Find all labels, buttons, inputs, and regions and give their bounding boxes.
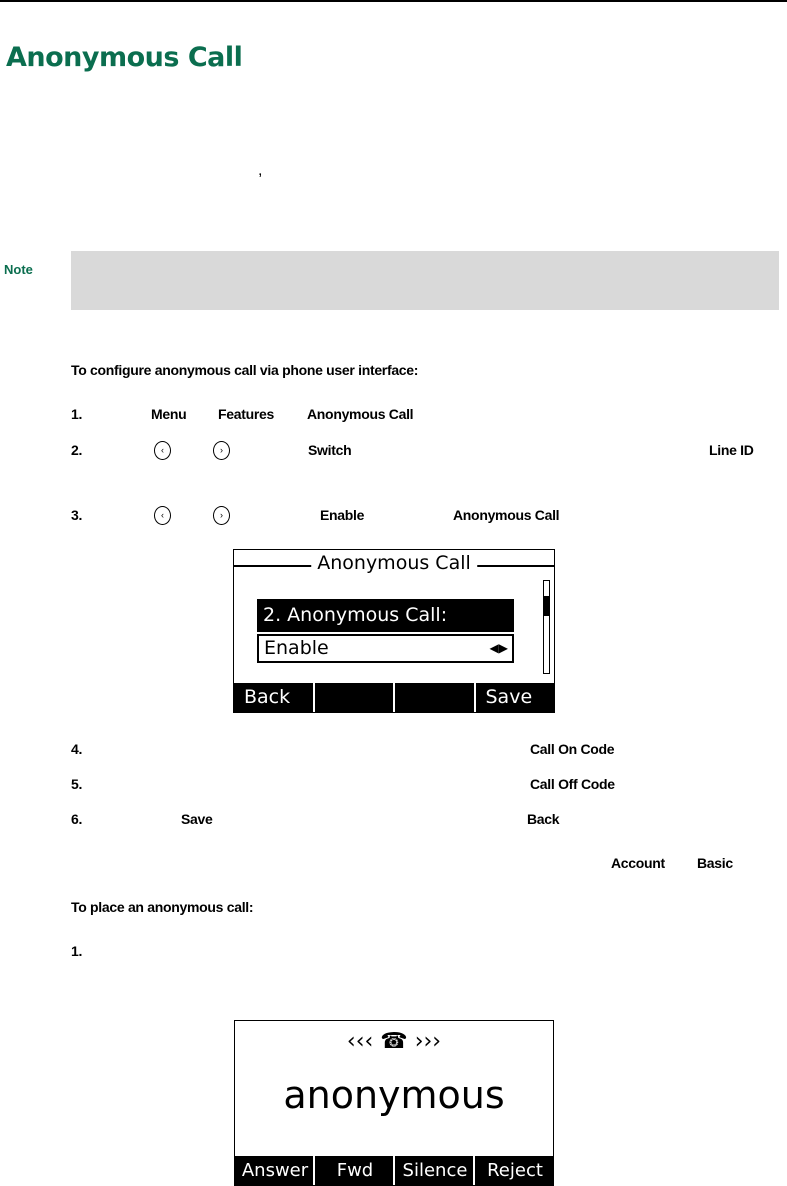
step-6-back: Back	[527, 811, 560, 827]
page-title: Anonymous Call	[6, 42, 243, 73]
softkey-bar	[235, 1156, 553, 1185]
step-3-enable: Enable	[320, 507, 365, 523]
screen-title: Anonymous Call	[311, 552, 477, 574]
softkey-bar	[234, 683, 554, 712]
note-label: Note	[4, 262, 33, 277]
ringing-phone-icon: ‹‹‹ ☎ ›››	[346, 1029, 442, 1054]
step-2-line-id: Line ID	[709, 442, 754, 458]
right-nav-icon: ›	[213, 506, 230, 525]
left-right-arrows-icon: ◀▶	[489, 641, 508, 655]
value-selector[interactable]	[257, 634, 514, 663]
softkey-silence[interactable]: Silence	[395, 1156, 475, 1185]
step-4-number: 4.	[71, 741, 83, 757]
step-6-number: 6.	[71, 811, 83, 827]
step-3-anonymous-call: Anonymous Call	[453, 507, 560, 523]
softkey-back[interactable]: Back	[234, 683, 315, 712]
scrollbar-track	[543, 580, 550, 674]
softkey-answer[interactable]: Answer	[235, 1156, 315, 1185]
softkey-empty-3[interactable]	[395, 683, 476, 712]
top-rule	[0, 0, 787, 2]
note-box	[71, 251, 779, 310]
left-nav-icon: ‹	[154, 441, 171, 460]
step-1-features: Features	[218, 406, 274, 422]
step-1-number: 1.	[71, 406, 83, 422]
left-nav-icon: ‹	[154, 506, 171, 525]
step-6-save: Save	[181, 811, 213, 827]
right-nav-icon: ›	[213, 441, 230, 460]
softkey-empty-2[interactable]	[315, 683, 396, 712]
step-1-menu: Menu	[151, 406, 187, 422]
softkey-fwd[interactable]: Fwd	[315, 1156, 395, 1185]
scrollbar-thumb	[543, 596, 550, 616]
extra-basic: Basic	[697, 855, 733, 871]
place-heading: To place an anonymous call:	[71, 899, 254, 915]
softkey-save[interactable]: Save	[485, 686, 533, 708]
selected-menu-item[interactable]: 2. Anonymous Call:	[257, 599, 514, 632]
value-text: Enable	[264, 637, 329, 659]
phone-screen-anonymous-call-setting	[233, 549, 555, 713]
step-3-number: 3.	[71, 507, 83, 523]
config-heading: To configure anonymous call via phone user interface:	[71, 362, 419, 378]
step-4-call-on-code: Call On Code	[530, 741, 615, 757]
stray-comma: ,	[258, 162, 263, 179]
place-step-1-number: 1.	[71, 943, 83, 959]
step-1-anonymous-call: Anonymous Call	[307, 406, 414, 422]
step-5-call-off-code: Call Off Code	[530, 776, 615, 792]
caller-name: anonymous	[283, 1073, 505, 1117]
phone-screen-incoming-call	[234, 1020, 554, 1186]
step-2-switch: Switch	[308, 442, 352, 458]
step-5-number: 5.	[71, 776, 83, 792]
softkey-reject[interactable]: Reject	[487, 1160, 543, 1181]
extra-account: Account	[611, 855, 665, 871]
step-2-number: 2.	[71, 442, 83, 458]
